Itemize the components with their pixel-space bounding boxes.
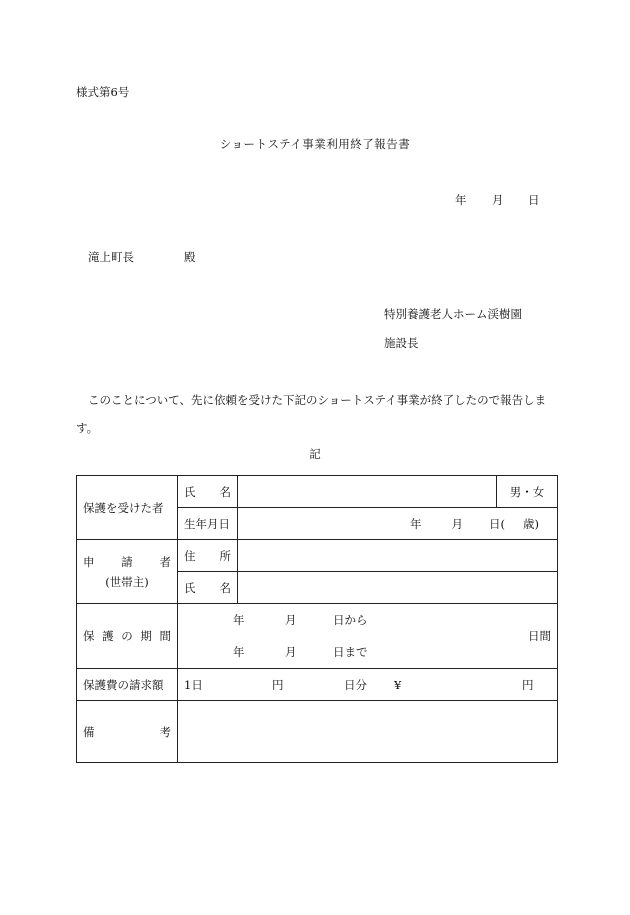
addressee: 滝上町長 (88, 250, 134, 264)
report-table (76, 475, 558, 763)
remarks-field[interactable] (178, 701, 558, 763)
date-year-label: 年 (455, 193, 467, 207)
birthdate-field[interactable]: 年 月 日( 歳) (238, 508, 558, 540)
period-field[interactable]: 年 月 日から 年 月 日まで 日間 (178, 604, 558, 669)
remarks-row (77, 701, 558, 763)
document-title: ショートステイ事業利用終了報告書 (219, 137, 411, 151)
ki-heading: 記 (309, 447, 321, 461)
protected-name-row (77, 476, 558, 508)
address-label-cell: 住 所 (178, 540, 238, 572)
date-day-label: 日 (528, 193, 540, 207)
period-label: 保 護 の 期 間 (77, 604, 178, 669)
body-text: このことについて、先に依頼を受けた下記のショートステイ事業が終了したので報告します。 (76, 393, 547, 435)
applicant-name-label-cell: 氏 名 (178, 572, 238, 604)
fee-row (77, 669, 558, 701)
facility-name: 特別養護老人ホーム渓樹園 (384, 307, 522, 321)
name-label-cell: 氏 名 (178, 476, 238, 508)
gender-field[interactable]: 男・女 (497, 476, 558, 508)
fee-field[interactable]: 1日 円 日分 ¥ 円 (178, 669, 558, 701)
protected-name-field[interactable] (238, 476, 497, 508)
applicant-name-field[interactable] (238, 572, 558, 604)
fee-label: 保護費の請求額 (77, 669, 178, 701)
remarks-label: 備 考 (77, 701, 178, 763)
protected-person-label: 保護を受けた者 (77, 476, 178, 540)
sender-title: 施設長 (384, 336, 419, 350)
date-month-label: 月 (492, 193, 504, 207)
applicant-address-row (77, 540, 558, 572)
period-days: 日間 (528, 629, 551, 643)
applicant-address-field[interactable] (238, 540, 558, 572)
honorific: 殿 (184, 250, 196, 264)
form-number: 様式第6号 (76, 85, 130, 99)
period-row (77, 604, 558, 669)
birthdate-label: 生年月日 (178, 508, 238, 540)
applicant-label: 申 請 者 (世帯主) (77, 540, 178, 604)
